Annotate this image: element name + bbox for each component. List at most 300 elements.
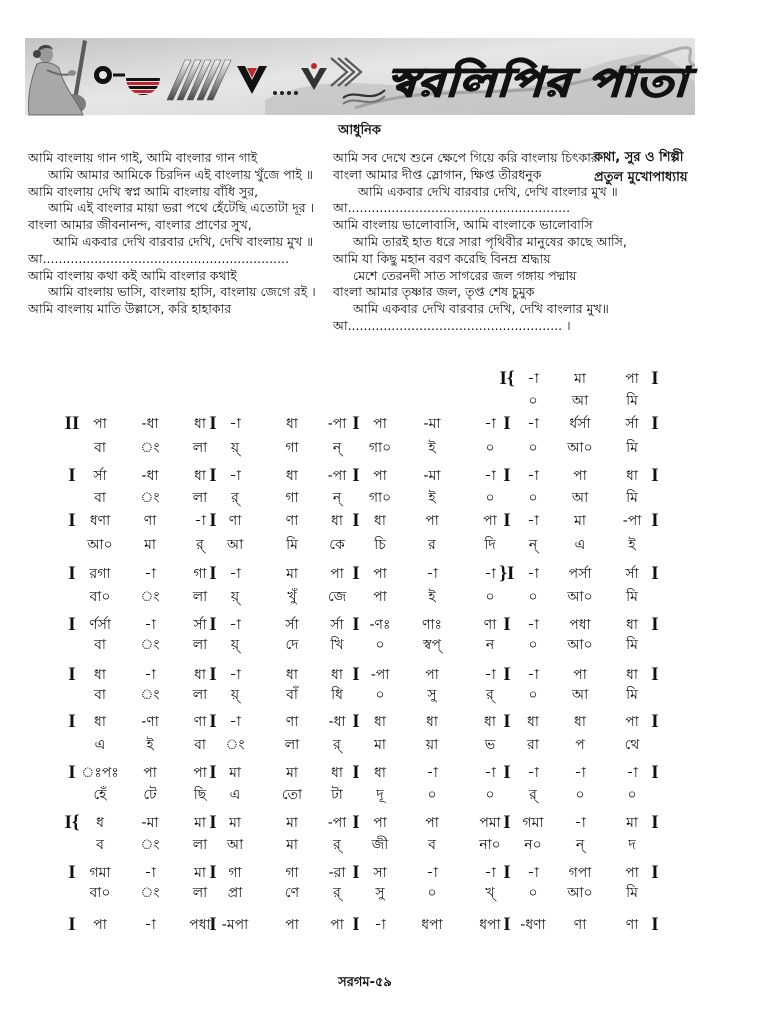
lyric-syllable: লা xyxy=(192,490,208,506)
swara-note: পা xyxy=(573,468,587,484)
bar-marker-open: I{ xyxy=(64,812,80,833)
lyric-syllable: গা০ xyxy=(368,440,392,456)
swara-note: পা xyxy=(330,917,344,933)
swara-note: পা xyxy=(285,917,299,933)
bar-marker: I xyxy=(209,465,217,486)
swara-note: গপা xyxy=(568,865,592,881)
lyric-syllable: এ xyxy=(229,787,241,803)
lyric-syllable: মি xyxy=(626,393,638,409)
swara-note: মা xyxy=(229,765,241,781)
lyric-syllable: আ xyxy=(226,537,244,553)
bar-marker: I xyxy=(503,711,511,732)
lyric-syllable: ন্ xyxy=(332,440,342,456)
swara-note: ধ xyxy=(96,815,104,831)
lyric-syllable: য়্ xyxy=(230,637,240,653)
swara-note: -া xyxy=(144,617,156,633)
swara-note: -া xyxy=(144,667,156,683)
lyric-syllable: চি xyxy=(374,537,386,553)
bar-marker: I xyxy=(503,664,511,685)
swara-note: -া xyxy=(527,865,539,881)
lyric-syllable: লা xyxy=(192,885,208,901)
swara-note: পা xyxy=(625,371,639,387)
bar-marker: I xyxy=(352,413,360,434)
swara-note: -া xyxy=(527,468,539,484)
lyric-syllable: প্রা xyxy=(227,885,243,901)
swara-note: পধা xyxy=(569,617,591,633)
swara-note: -া xyxy=(229,468,241,484)
bar-marker-open: I xyxy=(68,862,76,883)
lyric-syllable: র্ xyxy=(196,537,204,553)
bar-marker-close: I xyxy=(651,711,659,732)
swara-note: -া xyxy=(527,667,539,683)
swara-note: -ধণা xyxy=(520,917,546,933)
swara-note: -া xyxy=(229,416,241,432)
lyric-syllable: ন্ xyxy=(575,837,585,853)
lyric-syllable: র্ xyxy=(333,837,341,853)
lyric-syllable: ং xyxy=(140,637,160,653)
swara-note: পা xyxy=(93,416,107,432)
swara-note: -া xyxy=(229,617,241,633)
swara-note: ঃপঃ xyxy=(81,765,119,781)
lyric-syllable: ০ xyxy=(427,885,437,901)
lyric-syllable: ব xyxy=(428,837,436,853)
bar-marker: I xyxy=(209,914,217,935)
swara-note: -া xyxy=(426,865,438,881)
swara-note: -ণঃ xyxy=(369,617,391,633)
lyric-syllable: র্ xyxy=(529,787,537,803)
lyric-syllable: ০ xyxy=(627,787,637,803)
lyric-syllable: লা xyxy=(192,687,208,703)
lyric-syllable: লা xyxy=(192,589,208,605)
lyric-syllable: আ xyxy=(571,393,589,409)
lyric-syllable: ০ xyxy=(528,637,538,653)
lyric-syllable: মি xyxy=(626,687,638,703)
swara-note: -মা xyxy=(423,416,441,432)
lyric-syllable: টে xyxy=(143,787,157,803)
swara-note: -া xyxy=(484,765,496,781)
lyric-syllable: ণে xyxy=(284,885,300,901)
lyric-syllable: ই xyxy=(428,589,436,605)
swara-note: -া xyxy=(374,917,386,933)
lyric-syllable: হেঁ xyxy=(93,787,107,803)
swara-note: পা xyxy=(93,917,107,933)
swara-note: -া xyxy=(426,566,438,582)
lyric-line: আমি বাংলায় মাতি উল্লাসে, করি হাহাকার xyxy=(28,301,232,317)
bar-marker: I xyxy=(352,762,360,783)
lyric-syllable: য়্ xyxy=(230,687,240,703)
swara-note: পর্সা xyxy=(568,566,592,582)
lyric-syllable: ব xyxy=(96,837,104,853)
lyric-syllable: বা xyxy=(94,490,106,506)
lyric-syllable: এ xyxy=(574,537,586,553)
swara-note: -া xyxy=(574,765,586,781)
lyric-syllable: এ xyxy=(94,737,106,753)
swara-note: -ধা xyxy=(328,714,346,730)
bar-marker: I xyxy=(503,413,511,434)
lyric-syllable: মি xyxy=(626,589,638,605)
swara-note: -া xyxy=(229,667,241,683)
swara-note: র্ধর্সা xyxy=(569,416,591,432)
swara-note: -া xyxy=(194,513,206,529)
swara-note: ধা xyxy=(574,714,586,730)
lyric-syllable: আ০ xyxy=(87,537,113,553)
lyric-syllable: খি xyxy=(330,637,344,653)
lyric-syllable: মা xyxy=(144,537,156,553)
lyric-line: বাংলা আমার জীবনানন্দ, বাংলার প্রাণের সুখ, xyxy=(28,217,252,233)
bar-marker-close: I xyxy=(651,812,659,833)
swara-note: ধা xyxy=(626,468,638,484)
lyric-syllable: ন০ xyxy=(524,837,542,853)
swara-note: র্সা xyxy=(625,416,639,432)
bar-marker: I xyxy=(209,762,217,783)
lyric-syllable: স্বপ্ xyxy=(422,637,442,653)
lyric-syllable: র xyxy=(428,537,436,553)
swara-note: মা xyxy=(574,371,586,387)
lyric-syllable: আ০ xyxy=(567,589,593,605)
swara-note: -পা xyxy=(327,815,347,831)
swara-note: পা xyxy=(625,865,639,881)
lyric-syllable: ০ xyxy=(528,440,538,456)
bar-marker-close: I xyxy=(651,465,659,486)
bar-marker: I xyxy=(352,914,360,935)
lyric-syllable: লা xyxy=(284,737,300,753)
bar-marker: I xyxy=(209,614,217,635)
swara-note: -া xyxy=(144,917,156,933)
lyric-syllable: ই xyxy=(428,440,436,456)
bar-marker-open: I xyxy=(68,563,76,584)
bar-marker: I xyxy=(209,563,217,584)
swara-note: -া xyxy=(484,865,496,881)
credit-label: কথা, সুর ও শিল্পী xyxy=(594,150,684,165)
swara-note: ধা xyxy=(484,714,496,730)
lyric-syllable: টা xyxy=(331,787,343,803)
bar-marker-close: I xyxy=(651,664,659,685)
swara-note: -া xyxy=(426,765,438,781)
lyric-syllable: য়া xyxy=(425,737,439,753)
swara-note: -া xyxy=(229,714,241,730)
bar-marker-close: I xyxy=(651,413,659,434)
lyric-syllable: মি xyxy=(286,537,298,553)
lyric-line: আমি একবার দেখি বারবার দেখি, দেখি বাংলায় মুখ ॥ xyxy=(53,233,314,249)
lyric-syllable: ০ xyxy=(375,687,385,703)
lyric-line: আমি একবার দেখি বারবার দেখি, দেখি বাংলার মুখ ॥ xyxy=(358,183,618,199)
genre-label: আধুনিক xyxy=(338,123,382,138)
lyric-line: আমি বাংলায় ভাসি, বাংলায় হাসি, বাংলায় জেগে রই । xyxy=(48,284,316,300)
swara-note: -মা xyxy=(423,468,441,484)
bar-marker: I xyxy=(352,664,360,685)
swara-note: ধা xyxy=(374,765,386,781)
lyric-syllable: লা xyxy=(192,440,208,456)
lyric-syllable: আ০ xyxy=(567,637,593,653)
lyric-syllable: তো xyxy=(281,787,303,803)
lyric-line: আ........................................................ xyxy=(333,200,571,216)
lyric-syllable: ং xyxy=(140,687,160,703)
lyric-syllable: ং xyxy=(225,737,245,753)
banner-title: স্বরলিপির পাতা xyxy=(387,60,630,106)
lyric-syllable: প xyxy=(575,737,585,753)
swara-note: পা xyxy=(373,416,387,432)
swara-note: পা xyxy=(425,513,439,529)
bar-marker: I xyxy=(352,862,360,883)
bar-marker: I xyxy=(503,812,511,833)
lyric-syllable: বা xyxy=(94,687,106,703)
bar-marker-close: I xyxy=(651,862,659,883)
swara-note: ণা xyxy=(193,714,207,730)
lyric-syllable: মি xyxy=(626,440,638,456)
lyric-syllable: বা xyxy=(94,637,106,653)
bar-marker: I xyxy=(352,614,360,635)
lyric-syllable: ০ xyxy=(485,490,495,506)
lyric-syllable: মি xyxy=(626,490,638,506)
swara-note: -া xyxy=(527,617,539,633)
lyric-syllable: মা xyxy=(374,737,386,753)
swara-note: ণা xyxy=(285,513,299,529)
swara-note: ধা xyxy=(331,765,343,781)
swara-note: ণা xyxy=(143,513,157,529)
lyric-syllable: ন xyxy=(485,637,495,653)
lyric-syllable: ছি xyxy=(193,787,207,803)
lyric-syllable: আ xyxy=(226,837,244,853)
swara-note: ধপা xyxy=(421,917,443,933)
swara-note: ধা xyxy=(286,468,298,484)
bar-marker: I xyxy=(352,465,360,486)
lyric-syllable: ০ xyxy=(575,787,585,803)
bar-marker-open: I xyxy=(68,762,76,783)
swara-note: ণা xyxy=(483,617,497,633)
swara-note: মা xyxy=(286,815,298,831)
swara-note: -া xyxy=(527,371,539,387)
lyric-syllable: বা xyxy=(94,440,106,456)
swara-note: -পা xyxy=(370,667,390,683)
lyric-syllable: আ০ xyxy=(567,440,593,456)
swara-note: র্সা xyxy=(625,566,639,582)
swara-note: পা xyxy=(483,513,497,529)
swara-note: মা xyxy=(194,865,206,881)
swara-note: পা xyxy=(425,815,439,831)
lyric-line: আ.............................................................. xyxy=(28,250,289,266)
bar-marker-close: I xyxy=(651,563,659,584)
swara-note: পা xyxy=(330,566,344,582)
lyric-syllable: য়্ xyxy=(230,589,240,605)
swara-note: ধা xyxy=(194,468,206,484)
lyric-line: আমি সব দেখে শুনে ক্ষেপে গিয়ে করি বাংলায় চিৎকার । xyxy=(333,150,607,165)
lyric-syllable: কে xyxy=(329,537,345,553)
swara-note: -ধা xyxy=(141,468,159,484)
bar-marker: I{ xyxy=(499,368,515,389)
swara-note: -পা xyxy=(622,513,642,529)
lyric-syllable: ং xyxy=(140,589,160,605)
swara-note: -া xyxy=(484,667,496,683)
lyric-syllable: ০ xyxy=(375,637,385,653)
swara-note: -া xyxy=(484,566,496,582)
lyric-syllable: ং xyxy=(140,490,160,506)
lyric-syllable: ধি xyxy=(331,687,343,703)
swara-note: পমা xyxy=(479,815,501,831)
lyric-syllable: ০ xyxy=(528,687,538,703)
swara-note: ধা xyxy=(626,667,638,683)
lyric-syllable: গা xyxy=(285,440,299,456)
swara-note: ধা xyxy=(374,714,386,730)
swara-note: ণা xyxy=(573,917,587,933)
lyric-syllable: মি xyxy=(626,885,638,901)
lyric-syllable: মা xyxy=(286,837,298,853)
swara-note: মা xyxy=(574,513,586,529)
bar-marker: I xyxy=(209,413,217,434)
lyric-syllable: আ xyxy=(571,490,589,506)
swara-note: র্ণর্সা xyxy=(89,617,111,633)
bar-marker: I xyxy=(209,862,217,883)
swara-note: ধা xyxy=(626,617,638,633)
lyric-syllable: না০ xyxy=(479,837,501,853)
swara-note: রগা xyxy=(89,566,111,582)
lyric-line: আমি বাংলায় কথা কই আমি বাংলার কথাই xyxy=(28,267,237,283)
bar-marker-close: I xyxy=(651,368,659,389)
bar-marker-open: I xyxy=(68,664,76,685)
swara-note: -া xyxy=(527,765,539,781)
bar-marker: I xyxy=(503,510,511,531)
lyric-line: বাংলা আমার তৃষ্ণার জল, তৃপ্ত শেষ চুমুক xyxy=(333,284,535,300)
swara-note: -মপা xyxy=(221,917,249,933)
lyric-syllable: দে xyxy=(285,637,299,653)
bar-marker-close: I xyxy=(651,510,659,531)
swara-note: গমা xyxy=(89,865,111,881)
swara-note: গা xyxy=(193,566,207,582)
swara-note: -া xyxy=(144,566,156,582)
swara-note: গা xyxy=(285,865,299,881)
lyric-line: আমি এই বাংলার মায়া ভরা পথে হেঁটেছি এতোটা দূর । xyxy=(48,200,315,216)
lyric-line: আমি একবার দেখি বারবার দেখি, দেখি বাংলার মুখ॥ xyxy=(353,301,609,317)
lyric-syllable: ০ xyxy=(485,589,495,605)
swara-note: ধা xyxy=(94,714,106,730)
swara-note: ধা xyxy=(374,513,386,529)
lyric-syllable: ০ xyxy=(485,787,495,803)
lyric-syllable: পা xyxy=(373,589,387,605)
lyric-line: আমি বাংলায় গান গাই, আমি বাংলার গান গাই xyxy=(28,150,258,165)
lyric-syllable: ই xyxy=(428,490,436,506)
bar-marker: I xyxy=(503,465,511,486)
bar-marker-close: I xyxy=(651,914,659,935)
swara-note: পা xyxy=(193,765,207,781)
lyric-line: আমি তারই হাত ধরে সারা পৃথিবীর মানুষের কাছে আসি, xyxy=(353,233,627,249)
swara-note: -ণা xyxy=(141,714,159,730)
swara-note: মা xyxy=(229,815,241,831)
lyric-syllable: ং xyxy=(140,440,160,456)
lyric-syllable: ০ xyxy=(528,490,538,506)
bar-marker-open: I xyxy=(68,465,76,486)
lyric-syllable: দ xyxy=(628,837,636,853)
swara-note: ধা xyxy=(286,667,298,683)
swara-note: পা xyxy=(143,765,157,781)
swara-note: ধা xyxy=(527,714,539,730)
swara-note: মা xyxy=(626,815,638,831)
swara-note: ধা xyxy=(194,667,206,683)
swara-note: -া xyxy=(527,416,539,432)
lyric-syllable: আ xyxy=(571,687,589,703)
swara-note: -পা xyxy=(327,416,347,432)
swara-note: পধা xyxy=(189,917,211,933)
swara-note: ধা xyxy=(94,667,106,683)
swara-note: মা xyxy=(194,815,206,831)
lyric-syllable: ভ xyxy=(484,737,496,753)
swara-note: ধা xyxy=(286,416,298,432)
bar-marker-open: I xyxy=(68,510,76,531)
swara-note: -া xyxy=(229,566,241,582)
lyric-syllable: লা xyxy=(192,637,208,653)
lyric-line: আমি যা কিছু মহান বরণ করেছি বিনম্র শ্রদ্ধায় xyxy=(333,250,551,266)
bar-marker: I xyxy=(352,510,360,531)
swara-note: -া xyxy=(484,468,496,484)
bar-marker-open: I xyxy=(68,914,76,935)
bar-marker: I xyxy=(209,812,217,833)
swara-note: -মা xyxy=(141,815,159,831)
swara-note: -রা xyxy=(328,865,346,881)
lyric-syllable: ০ xyxy=(485,440,495,456)
swara-note: পা xyxy=(373,468,387,484)
lyric-syllable: ০ xyxy=(528,589,538,605)
lyric-syllable: গা xyxy=(285,490,299,506)
swara-note: -া xyxy=(527,513,539,529)
swara-note: -া xyxy=(144,865,156,881)
swara-note: -পা xyxy=(327,468,347,484)
swara-note: পা xyxy=(425,667,439,683)
lyric-syllable: রা xyxy=(527,737,539,753)
lyric-syllable: সু xyxy=(375,885,385,901)
lyric-syllable: ং xyxy=(140,837,160,853)
page-number: সরগম-৫৯ xyxy=(338,975,392,990)
lyric-syllable: বাঁ xyxy=(286,687,298,703)
swara-note: ধণা xyxy=(89,513,111,529)
lyric-syllable: জে xyxy=(327,589,347,605)
swara-note: ধপা xyxy=(479,917,501,933)
swara-note: মা xyxy=(286,765,298,781)
swara-note: র্সা xyxy=(93,468,107,484)
lyric-syllable: ই xyxy=(628,537,636,553)
swara-note: মা xyxy=(286,566,298,582)
bar-marker: I xyxy=(503,614,511,635)
bar-marker: I xyxy=(209,711,217,732)
lyric-syllable: দি xyxy=(484,537,496,553)
swara-note: -া xyxy=(484,416,496,432)
lyric-syllable: র্ xyxy=(231,490,239,506)
lyric-line: মেশে তেরনদী সাত সাগরের জল গঙ্গায় পদ্মায় xyxy=(353,267,577,283)
bar-marker-close: I xyxy=(651,614,659,635)
lyric-syllable: লা xyxy=(192,837,208,853)
lyric-line: আ...................................................... । xyxy=(333,317,571,333)
lyric-line: বাংলা আমার দীপ্ত স্লোগান, ক্ষিপ্ত তীরধনুক xyxy=(333,166,542,182)
swara-note: ধা xyxy=(331,667,343,683)
bar-marker: }I xyxy=(499,563,515,584)
bar-marker: I xyxy=(503,762,511,783)
swara-note: পা xyxy=(625,714,639,730)
lyric-syllable: র্ xyxy=(486,687,494,703)
lyric-line: আমি বাংলায় ভালোবাসি, আমি বাংলাকে ভালোবাসি xyxy=(333,217,593,233)
bar-marker: I xyxy=(352,812,360,833)
lyric-syllable: গা০ xyxy=(368,490,392,506)
bar-marker: I xyxy=(352,563,360,584)
lyric-syllable: বা০ xyxy=(89,589,111,605)
swara-note: -া xyxy=(626,765,638,781)
lyric-syllable: বা০ xyxy=(89,885,111,901)
swara-note: ণা xyxy=(625,917,639,933)
swara-note: ণা xyxy=(285,714,299,730)
lyric-syllable: ০ xyxy=(528,885,538,901)
lyric-syllable: ং xyxy=(140,885,160,901)
lyric-line: আমি বাংলায় দেখি স্বপ্ন আমি বাংলায় বাঁধি সুর, xyxy=(28,183,259,199)
swara-note: ণা xyxy=(228,513,242,529)
lyric-syllable: ০ xyxy=(528,393,538,409)
swara-note: পা xyxy=(573,667,587,683)
lyric-syllable: থে xyxy=(624,737,640,753)
